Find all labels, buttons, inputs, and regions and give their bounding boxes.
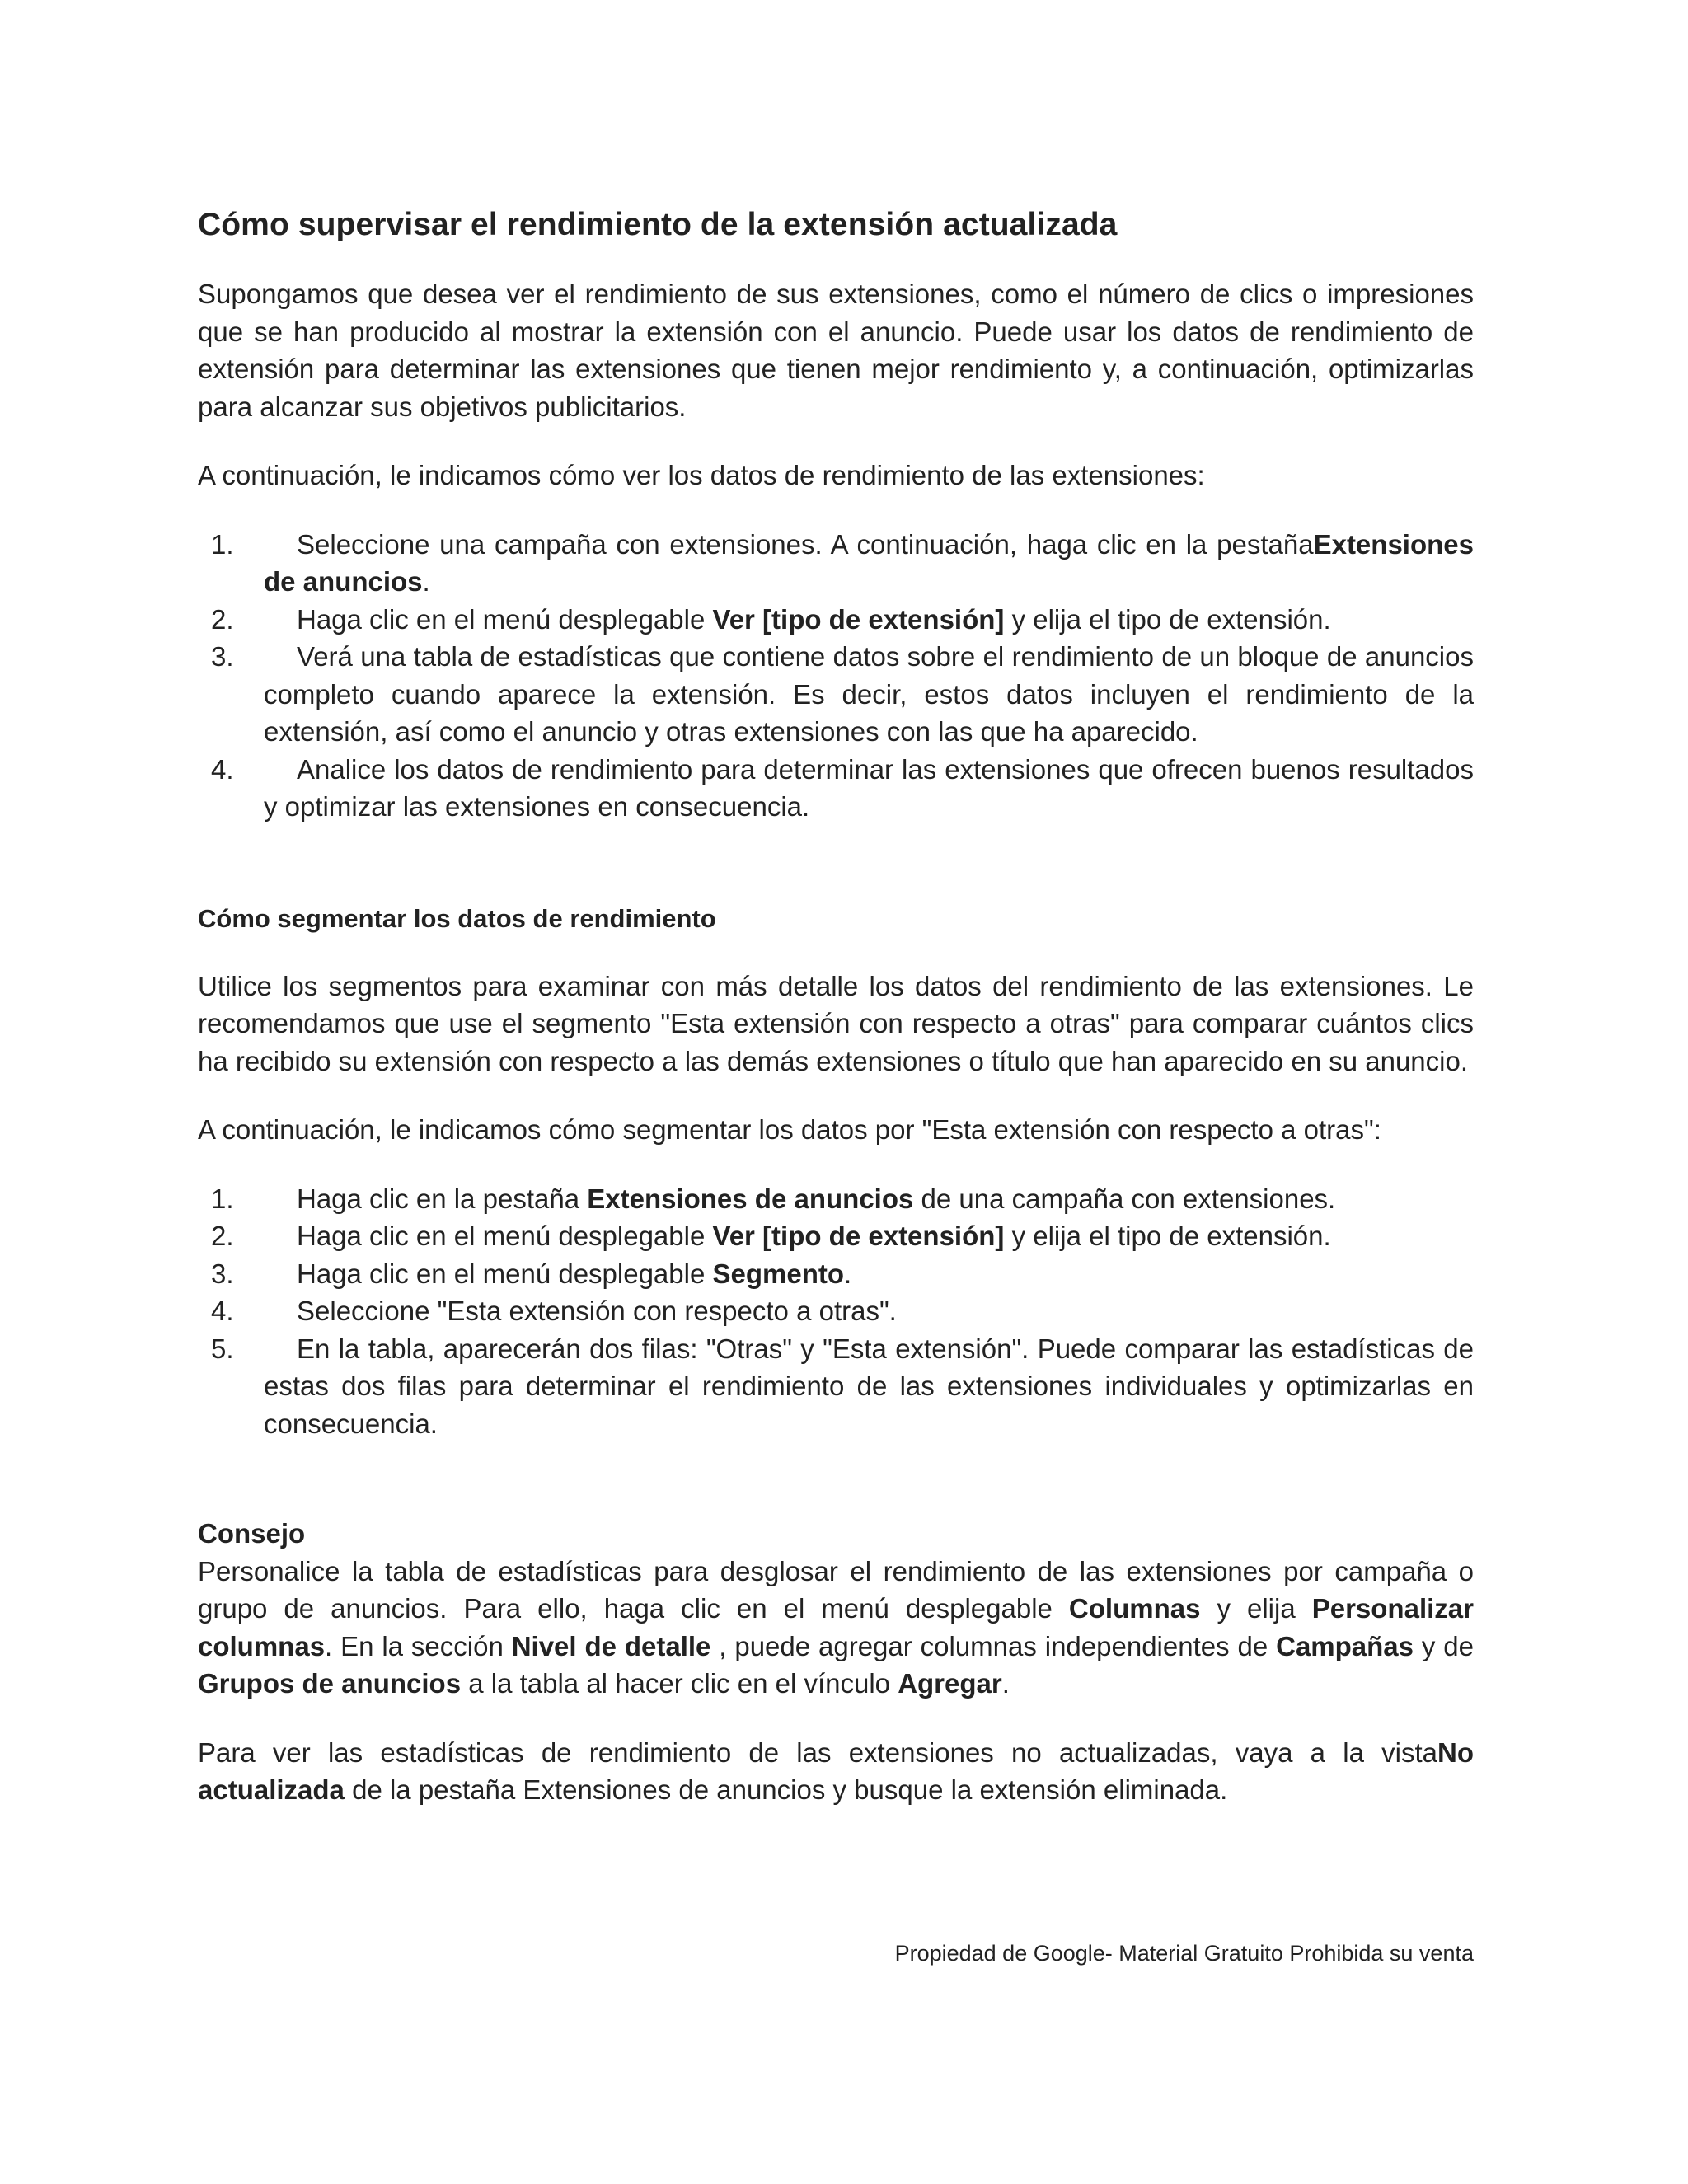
- text-run: de la pestaña Extensiones de anuncios y busque la extensión eliminada.: [344, 1774, 1228, 1805]
- list-item-number: 1.: [211, 528, 234, 560]
- list-item: [198, 526, 1474, 601]
- text-run: .: [844, 1258, 852, 1289]
- footer-notice: Propiedad de Google- Material Gratuito Prohibida su venta: [894, 1941, 1474, 1966]
- text-run: Para ver las estadísticas de rendimiento de las extensiones no actualizadas, vaya a la vista: [198, 1736, 1437, 1768]
- text-run: a la tabla al hacer clic en el vínculo: [461, 1668, 898, 1699]
- list-item-text: [264, 1333, 1474, 1439]
- text-run: Haga clic en el menú desplegable: [297, 1258, 713, 1289]
- closing-paragraph: [198, 1734, 1474, 1809]
- text-run: Seleccione "Esta extensión con respecto a otras".: [297, 1296, 897, 1326]
- tip-paragraph: [198, 1553, 1474, 1703]
- bold-text: Columnas: [1068, 1593, 1201, 1624]
- bold-text: Campañas: [1276, 1630, 1414, 1661]
- list-item-number: 3.: [211, 1258, 234, 1289]
- text-run: Haga clic en el menú desplegable: [297, 603, 713, 635]
- list-item-text: [297, 604, 1331, 635]
- list-item: [198, 751, 1474, 826]
- text-run: , puede agregar columnas independientes de: [710, 1630, 1277, 1661]
- bold-text: No actualizada: [198, 1736, 1474, 1805]
- document-page: [198, 204, 1474, 1840]
- intro-paragraph: Supongamos que desea ver el rendimiento de sus extensiones, como el número de clics o impresiones que se han producido al mostrar la extensión con el anuncio. Puede usar los datos de rendimiento de extensión para determinar las extensiones que tienen mejor rendimiento y, a continuación, optimizarlas para alcanzar sus objetivos publicitarios.: [198, 279, 1474, 422]
- text-run: Analice los datos de rendimiento para determinar las extensiones que ofrecen buenos resultados y optimizar las extensiones en consecuencia.: [264, 753, 1474, 822]
- list-item-text: [297, 1296, 897, 1326]
- text-run: .: [1001, 1668, 1010, 1699]
- list-item: [198, 1255, 1474, 1293]
- list-item: [198, 1292, 1474, 1330]
- list-item-number: 4.: [211, 753, 234, 785]
- list-item-text: [297, 1221, 1331, 1251]
- text-run: y de: [1414, 1630, 1474, 1661]
- text-run: Haga clic en la pestaña: [297, 1183, 588, 1214]
- segment-steps-intro: A continuación, le indicamos cómo segmentar los datos por "Esta extensión con respecto a otras":: [198, 1114, 1381, 1145]
- bold-text: Ver [tipo de extensión]: [712, 1221, 1005, 1251]
- text-run: de una campaña con extensiones.: [913, 1183, 1336, 1214]
- text-run: En la tabla, aparecerán dos filas: "Otras" y "Esta extensión". Puede comparar las estadísticas de estas dos filas para determinar el rendimiento de las extensiones individuales y optimizarlas en consecuencia.: [264, 1333, 1474, 1439]
- text-run: y elija el tipo de extensión.: [1004, 603, 1331, 635]
- text-run: Seleccione una campaña con extensiones. A continuación, haga clic en la pestaña: [297, 528, 1314, 560]
- list-item: [198, 638, 1474, 751]
- list-item-text: [264, 641, 1474, 747]
- segment-intro-paragraph: Utilice los segmentos para examinar con más detalle los datos del rendimiento de las extensiones. Le recomendamos que use el segmento "Esta extensión con respecto a otras" para comparar cuántos clics ha recibido su extensión con respecto a las demás extensiones o título que han aparecido en su anuncio.: [198, 970, 1474, 1076]
- list-item: [198, 601, 1474, 639]
- bold-text: Extensiones de anuncios: [264, 528, 1474, 597]
- steps-list: [198, 526, 1474, 826]
- tip-title: Consejo: [198, 1518, 306, 1549]
- text-run: y elija: [1200, 1593, 1312, 1624]
- list-item: [198, 1217, 1474, 1255]
- bold-text: Ver [tipo de extensión]: [712, 603, 1005, 635]
- bold-text: Agregar: [898, 1668, 1002, 1699]
- list-item-number: 3.: [211, 641, 234, 672]
- bold-text: Personalizar columnas: [198, 1593, 1474, 1661]
- list-item-number: 2.: [211, 603, 234, 635]
- text-run: Verá una tabla de estadísticas que contiene datos sobre el rendimiento de un bloque de anuncios completo cuando aparece la extensión. Es decir, estos datos incluyen el rendimiento de la extensión, así como el anuncio y otras extensiones con las que ha aparecido.: [264, 641, 1474, 747]
- list-item: [198, 1180, 1474, 1218]
- text-run: .: [422, 566, 430, 597]
- list-item-text: [297, 1258, 851, 1289]
- text-run: y elija el tipo de extensión.: [1004, 1221, 1331, 1251]
- text-run: Personalice la tabla de estadísticas para desglosar el rendimiento de las extensiones por campaña o grupo de anuncios. Para ello, haga clic en el menú desplegable: [198, 1555, 1474, 1624]
- text-run: Haga clic en el menú desplegable: [297, 1221, 713, 1251]
- list-item-text: [264, 754, 1474, 823]
- list-item: [198, 1330, 1474, 1443]
- bold-text: Extensiones de anuncios: [587, 1183, 914, 1214]
- bold-text: Grupos de anuncios: [198, 1668, 462, 1699]
- page-title: Cómo supervisar el rendimiento de la extensión actualizada: [198, 207, 1118, 242]
- list-item-text: [264, 529, 1474, 598]
- text-run: . En la sección: [325, 1630, 512, 1661]
- list-item-text: [297, 1183, 1335, 1214]
- steps-intro: A continuación, le indicamos cómo ver los datos de rendimiento de las extensiones:: [198, 460, 1205, 490]
- list-item-number: 2.: [211, 1221, 234, 1251]
- bold-text: Segmento: [712, 1258, 845, 1289]
- list-item-number: 5.: [211, 1333, 234, 1364]
- bold-text: Nivel de detalle: [511, 1630, 711, 1661]
- list-item-number: 4.: [211, 1296, 234, 1326]
- segment-steps-list: [198, 1180, 1474, 1443]
- segment-section-title: Cómo segmentar los datos de rendimiento: [198, 903, 716, 933]
- list-item-number: 1.: [211, 1183, 234, 1214]
